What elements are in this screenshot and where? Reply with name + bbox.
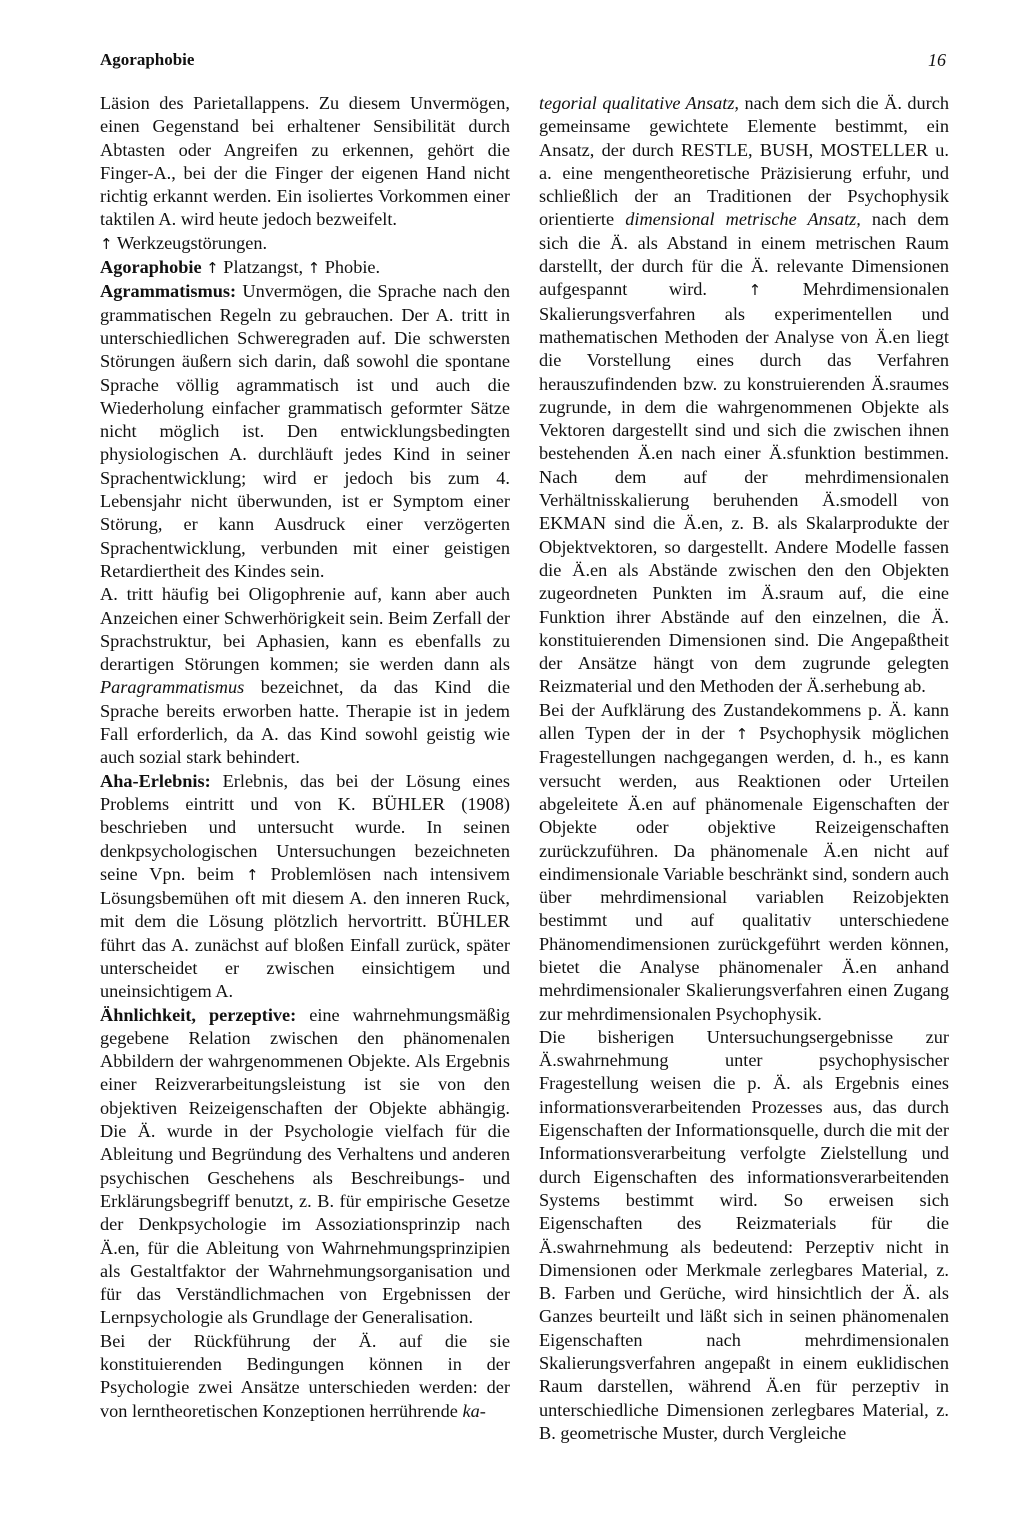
paragraph-text: Bei der Rückführung der Ä. auf die sie konstituierenden Bedingungen können in der Psychologie zwei Ansätze unterschieden werden: der von lerntheoretischen Konzeptionen herrührende <box>100 1330 510 1421</box>
running-header: Agoraphobie <box>100 50 195 69</box>
paragraph <box>100 583 510 769</box>
arrow-up-icon: ↑ <box>735 725 749 744</box>
paragraph: Läsion des Parietallappens. Zu diesem Unvermögen, einen Gegenstand bei erhaltener Sensibilität durch Abtasten oder Angreifen zu erkennen, gehört die Finger-A., bei der die Finger der eigenen Hand nicht richtig erkannt werden. Ein isoliertes Vorkommen einer taktilen A. wird heute jedoch bezweifelt. <box>100 93 510 230</box>
entry-agrammatismus <box>100 280 510 583</box>
paragraph <box>100 1330 510 1423</box>
entry-term: Aha-Erlebnis: <box>100 770 211 791</box>
reference-text: Werkzeugstörungen. <box>112 232 268 253</box>
entry-term: Agoraphobie <box>100 257 202 278</box>
entry-text: eine wahrnehmungsmäßig gegebene Relation zwischen den phänomenalen Abbildern der wahrgenommenen Objekte. Als Ergebnis einer Reizverarbeitungsleistung ist sie von den objektiven Reizeigenschaften der Objekte abhängig. Die Ä. wurde in der Psychologie vielfach für die Ableitung und Begründung des Verhaltens und anderen psychischen Geschehens als Beschreibungs- und Erklärungsbegriff benutzt, z. B. für empirische Gesetze der Denkpsychologie im Assoziationsprinzip nach Ä.en, für die Ableitung von Wahrnehmungsprinzipien als Gestaltfaktor der Wahrnehmungsorganisation und für das Verständlichmachen von Ergebnissen der Lernpsychologie als Grundlage der Generalisation. <box>100 1004 510 1328</box>
paragraph-text: Psychophysik möglichen Fragestellungen nachgegangen werden, d. h., es kann versucht werden, aus Reaktionen oder Urteilen abgeleitete Ä.en auf phänomenale Eigenschaften der Objekte oder objektive Reizeigenschaften zurückzuführen. Da phänomenale Ä.en nicht auf eindimensionale Variable beschränkt sind, sondern auch über mehrdimensional variablen Reizobjekten bestimmt und auf qualitativ unterschiedene Phänomendimensionen zurückgeführt werden können, bietet die Analyse phänomenaler Ä.en anhand mehrdimensionaler Skalierungsverfahren einen Zugang zur mehrdimensionalen Psychophysik. <box>539 723 949 1024</box>
entry-agoraphobie <box>100 256 510 280</box>
italic-term: ka- <box>462 1400 486 1421</box>
entry-term: Agrammatismus: <box>100 281 237 302</box>
cross-reference <box>100 232 510 256</box>
paragraph: Die bisherigen Untersuchungsergebnisse zur Ä.swahrnehmung unter psychophysischer Fragestellung weisen die p. Ä. als Ergebnis eines informationsverarbeitenden Prozesses aus, das durch Eigenschaften der Informationsquelle, durch die mit der Informationsverarbeitung verfolgte Zielstellung und durch Eigenschaften des informationsverarbeitenden Systems bestimmt wird. So erweisen sich Eigenschaften des Reizmaterials für die Ä.swahrnehmung als bedeutend: Perzeptiv nicht in Dimensionen oder Merkmale zerlegbares Material, z. B. Farben und Gerüche, wird hinsichtlich der Ä. als Ganzes beurteilt und läßt sich in seinen phänomenalen Eigenschaften nach mehrdimensionalen Skalierungsverfahren angepaßt in einem euklidischen Raum darstellen, während Ä.en für perzeptiv in unterschiedliche Dimensionen zerlegbares Material, z. B. geometrische Muster, durch Vergleiche <box>539 1026 949 1443</box>
paragraph-text: nach dem sich die Ä. durch gemeinsame gewichtete Elemente bestimmt, ein Ansatz, der durch RESTLE, BUSH, MOSTELLER u. a. eine mengentheoretische Präzisierung erfuhr, und schließlich der an Traditionen der Psychophysik orientierte <box>539 93 949 230</box>
entry-text: Erlebnis, das bei der Lösung eines Problems eintritt und von K. BÜHLER (1908) beschrieben und untersucht wurde. In seinen denkpsychologischen Untersuchungen bezeichneten seine Vpn. beim <box>100 770 510 884</box>
entry-aehnlichkeit <box>100 1004 510 1330</box>
entry-text: Unvermögen, die Sprache nach den grammatischen Regeln zu gebrauchen. Der A. tritt in unterschiedlichen Schweregraden auf. Die schwersten Störungen äußern sich darin, daß sowohl die spontane Sprache völlig agrammatisch ist und auch die Wiederholung einfacher grammatisch geformter Sätze nicht möglich ist. Den entwicklungsbedingten physiologischen A. durchläuft jedes Kind in seiner Sprachentwicklung; wird er jedoch bis zum 4. Lebensjahr nicht überwunden, ist er Symptom einer Störung, er kann Ausdruck einer verzögerten Sprachentwicklung, verbunden mit einer geistigen Retardiertheit des Kindes sein. <box>100 281 510 581</box>
paragraph-text: A. tritt häufig bei Oligophrenie auf, kann aber auch Anzeichen einer Schwerhörigkeit sein. Beim Zerfall der Sprachstruktur, bei Aphasien, kann es ebenfalls zu derartigen Störungen kommen; sie werden dann als <box>100 584 510 675</box>
arrow-up-icon: ↑ <box>100 234 113 253</box>
italic-term: Paragrammatismus <box>100 677 245 698</box>
paragraph-text: nach dem sich die Ä. als Abstand in einem metrischen Raum darstellt, der durch für die Ä. relevante Dimensionen aufgespannt wird. <box>539 209 950 300</box>
reference-text: Platzangst, <box>218 257 308 278</box>
arrow-up-icon: ↑ <box>748 281 762 300</box>
paragraph <box>539 699 949 1026</box>
reference-text: Phobie. <box>320 257 381 278</box>
arrow-up-icon: ↑ <box>307 259 321 278</box>
italic-term: dimensional metrische Ansatz, <box>625 209 861 230</box>
entry-aha-erlebnis <box>100 770 510 1004</box>
paragraph <box>539 92 949 699</box>
left-column <box>100 92 510 1423</box>
paragraph-text: Mehrdimensionalen Skalierungsverfahren als experimentellen und mathematischen Methoden der Analyse von Ä.en liegt die Vorstellung eines durch das Verfahren herauszufindenden bzw. zu konstruierenden Ä.sraumes zugrunde, in dem die wahrgenommenen Objekte als Vektoren dargestellt sind und sich die zwischen ihnen bestehenden Ä.en nach einer Ä.sfunktion bestimmen. Nach dem auf der mehrdimensionalen Verhältnisskalierung beruhenden Ä.smodell von EKMAN sind die Ä.en, z. B. als Skalarprodukte der Objektvektoren, so dargestellt. Andere Modelle fassen die Ä.en als Abstände zwischen den den Objekten zugeordneten Punkten im Ä.sraum auf, die eine Funktion ihrer Abstände auf den einzelnen, die Ä. konstituierenden Dimensionen sind. Die Angepaßtheit der Ansätze hängt von dem zugrunde gelegten Reizmaterial und den Methoden der Ä.serhebung ab. <box>539 279 949 697</box>
paragraph-text: Bei der Aufklärung des Zustandekommens p. Ä. kann allen Typen der in der <box>539 699 949 744</box>
arrow-up-icon: ↑ <box>246 865 259 884</box>
paragraph-text: bezeichnet, da das Kind die Sprache bereits erworben hatte. Therapie ist in jedem Fall erforderlich, da A. das Kind sowohl geistig wie auch sozial stark behindert. <box>100 677 510 768</box>
italic-term: tegorial qualitative Ansatz, <box>539 93 740 113</box>
entry-term: Ähnlichkeit, perzeptive: <box>100 1004 297 1025</box>
page-number: 16 <box>928 50 946 70</box>
entry-text: Problemlösen nach intensivem Lösungsbemühen oft mit diesem A. den inneren Ruck, mit dem die Lösung plötzlich hervortritt. BÜHLER führt das A. zunächst auf bloßen Einfall zurück, später unterscheidet er zwischen einsichtigem und uneinsichtigem A. <box>100 863 510 1002</box>
arrow-up-icon: ↑ <box>206 259 219 278</box>
right-column <box>539 92 949 1445</box>
